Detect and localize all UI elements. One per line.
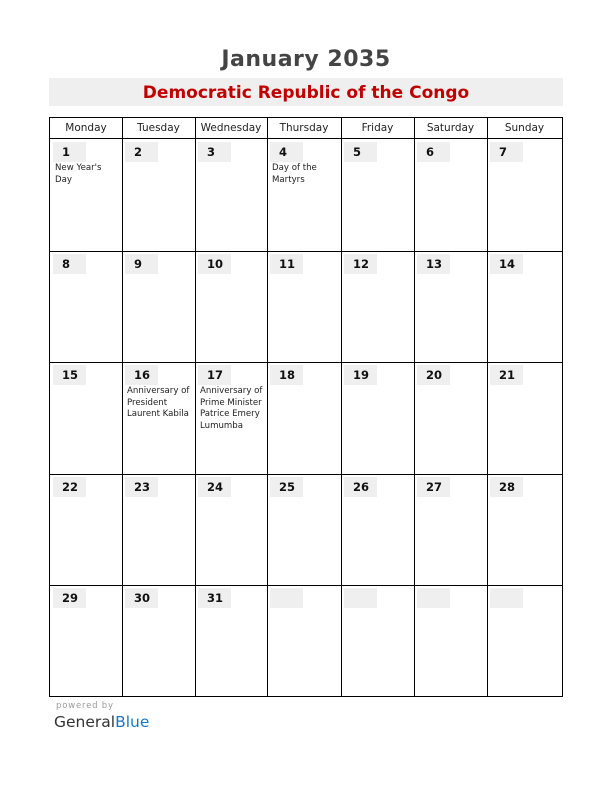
day-number [417,588,450,608]
day-cell[interactable] [122,474,195,585]
day-cell[interactable] [341,585,414,696]
day-cell[interactable] [487,139,562,251]
day-cell[interactable] [414,474,487,585]
day-cell[interactable] [267,251,341,362]
day-cell[interactable] [122,362,195,474]
day-number: 28 [490,477,523,497]
day-number: 4 [270,142,303,162]
day-cell[interactable] [195,362,267,474]
weekday-friday: Friday [361,122,394,134]
day-number: 27 [417,477,450,497]
day-cell[interactable] [122,139,195,251]
day-cell[interactable] [414,251,487,362]
day-number [344,588,377,608]
day-cell[interactable] [267,585,341,696]
day-number: 21 [490,365,523,385]
day-cell[interactable] [195,585,267,696]
day-number: 24 [198,477,231,497]
day-number: 3 [198,142,231,162]
day-number: 14 [490,254,523,274]
powered-by-label: powered by [56,701,114,711]
day-number [270,588,303,608]
day-cell[interactable] [487,362,562,474]
day-number: 15 [53,365,86,385]
brand-general-text: General [54,713,116,731]
day-number: 17 [198,365,231,385]
day-number: 23 [125,477,158,497]
day-cell[interactable] [50,362,122,474]
weekday-header-row [50,118,562,139]
day-number: 16 [125,365,158,385]
day-number: 1 [53,142,86,162]
day-number: 19 [344,365,377,385]
country-banner [49,78,563,106]
day-number: 30 [125,588,158,608]
country-name: Democratic Republic of the Congo [142,83,470,103]
day-cell[interactable] [414,139,487,251]
day-cell[interactable] [341,362,414,474]
day-number: 11 [270,254,303,274]
day-cell[interactable] [122,251,195,362]
weekday-sunday: Sunday [504,122,545,134]
day-cell[interactable] [487,585,562,696]
day-number: 20 [417,365,450,385]
day-cell[interactable] [487,251,562,362]
day-number: 6 [417,142,450,162]
day-cell[interactable] [195,139,267,251]
day-number: 25 [270,477,303,497]
holiday-label: Day of the Martyrs [272,163,317,185]
brand-blue-text: Blue [115,713,150,731]
day-cell[interactable] [195,251,267,362]
day-number: 8 [53,254,86,274]
day-cell[interactable] [341,251,414,362]
day-cell[interactable] [50,585,122,696]
day-cell[interactable] [50,251,122,362]
day-number: 13 [417,254,450,274]
weekday-monday: Monday [65,122,107,134]
day-number: 7 [490,142,523,162]
holiday-label: Anniversary of President Laurent Kabila [127,386,190,419]
day-cell[interactable] [414,362,487,474]
day-cell[interactable] [267,362,341,474]
day-cell[interactable] [50,139,122,251]
day-cell[interactable] [267,474,341,585]
day-number: 29 [53,588,86,608]
day-number: 22 [53,477,86,497]
day-number: 31 [198,588,231,608]
holiday-label: Anniversary of Prime Minister Patrice Emery Lumumba [200,386,263,431]
day-number: 12 [344,254,377,274]
holiday-label: New Year's Day [55,163,102,185]
day-cell[interactable] [414,585,487,696]
day-cell[interactable] [195,474,267,585]
day-cell[interactable] [341,139,414,251]
day-cell[interactable] [50,474,122,585]
day-cell[interactable] [267,139,341,251]
day-cell[interactable] [122,585,195,696]
day-number [490,588,523,608]
day-number: 18 [270,365,303,385]
weekday-thursday: Thursday [279,122,329,134]
page-title: January 2035 [221,47,391,72]
weekday-saturday: Saturday [426,122,475,134]
weekday-tuesday: Tuesday [137,122,180,134]
day-number: 2 [125,142,158,162]
day-cell[interactable] [487,474,562,585]
day-number: 5 [344,142,377,162]
generalblue-logo[interactable] [54,713,149,731]
day-number: 10 [198,254,231,274]
day-cell[interactable] [341,474,414,585]
weekday-wednesday: Wednesday [200,122,262,134]
day-number: 26 [344,477,377,497]
calendar-grid [49,117,563,697]
day-number: 9 [125,254,158,274]
